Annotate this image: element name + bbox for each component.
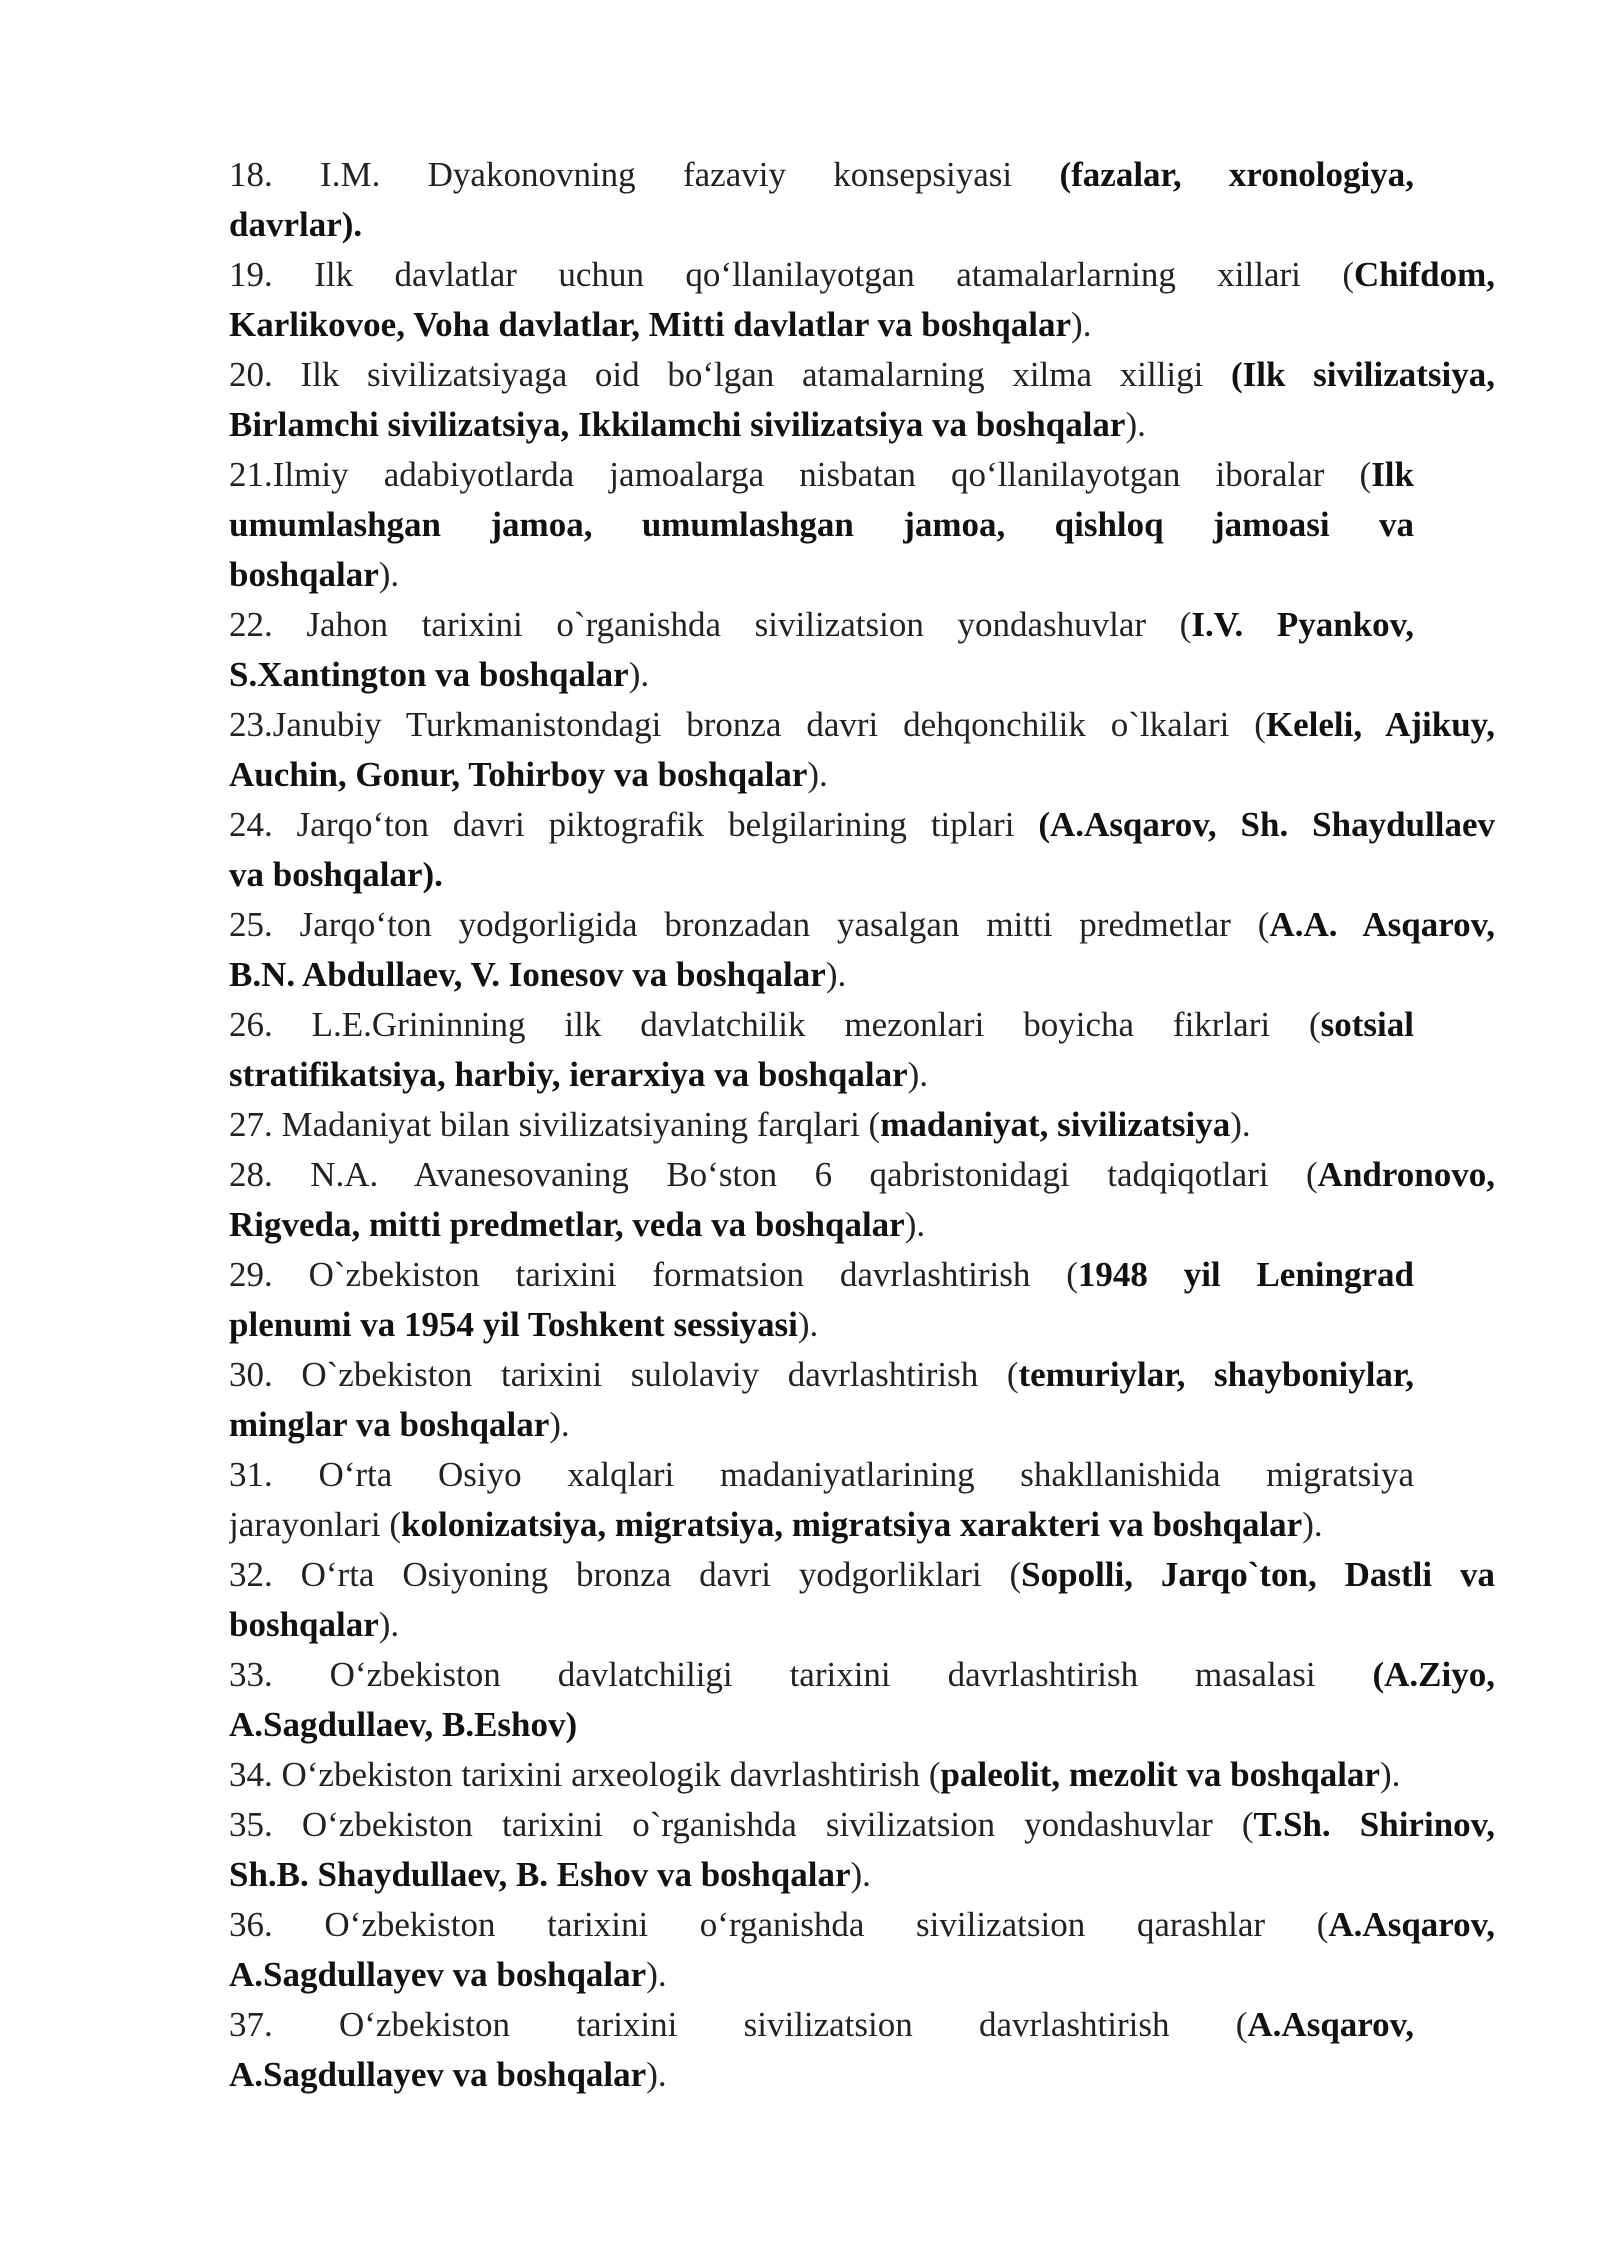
bold-text: (A.Ziyo, [1372, 1655, 1495, 1694]
item-text: 32. O‘rta Osiyoning bronza davri yodgorliklari ( [229, 1555, 1022, 1594]
item-text: 23.Janubiy Turkmanistondagi bronza davri dehqonchilik o`lkalari ( [229, 705, 1266, 744]
list-item-line [229, 200, 1495, 250]
item-text: 20. Ilk sivilizatsiyaga oid bo‘lgan atamalarning xilma xilligi [229, 355, 1232, 394]
bold-text: boshqalar [229, 1605, 379, 1644]
list-item-line [229, 700, 1495, 750]
item-text: ). [825, 955, 847, 994]
bold-text: Sh.B. Shaydullaev, B. Eshov va boshqalar [229, 1855, 851, 1894]
list-item-line [229, 1000, 1414, 1050]
list-item-line [229, 1650, 1495, 1700]
bold-text: madaniyat, sivilizatsiya [880, 1105, 1231, 1144]
bold-text: Keleli, Ajikuy, [1265, 705, 1495, 744]
item-text: 30. O`zbekiston tarixini sulolaviy davrlashtirish ( [229, 1355, 1019, 1394]
list-item-26 [229, 1000, 1495, 1100]
item-text: ). [628, 655, 650, 694]
item-text: 28. N.A. Avanesovaning Bo‘ston 6 qabristonidagi tadqiqotlari ( [229, 1155, 1318, 1194]
list-item-line [229, 850, 1495, 900]
bold-text: paleolit, mezolit va boshqalar [940, 1755, 1380, 1794]
list-item-line [229, 650, 1495, 700]
bold-text: Chifdom, [1354, 255, 1495, 294]
item-text: 29. O`zbekiston tarixini formatsion davrlashtirish ( [229, 1255, 1078, 1294]
list-item-line [229, 900, 1495, 950]
bold-text: A.Asqarov, [1247, 2005, 1414, 2044]
list-item-line [229, 1850, 1495, 1900]
item-text: 35. O‘zbekiston tarixini o`rganishda sivilizatsion yondashuvlar ( [229, 1805, 1254, 1844]
list-item-line [229, 1950, 1495, 2000]
list-item-line [229, 1700, 1495, 1750]
bold-text: plenumi va 1954 yil Toshkent sessiyasi [229, 1305, 798, 1344]
list-item-34 [229, 1750, 1495, 1800]
list-item-line [229, 1150, 1495, 1200]
item-text: ). [1230, 1105, 1251, 1144]
bold-text: boshqalar [229, 555, 379, 594]
bold-text: (fazalar, xronologiya, [1059, 155, 1414, 194]
list-item-27 [229, 1100, 1495, 1150]
bold-text: Birlamchi sivilizatsiya, Ikkilamchi sivilizatsiya va boshqalar [229, 405, 1126, 444]
bold-text: A.Sagdullayev va boshqalar [229, 1955, 647, 1994]
list-item-line [229, 1200, 1495, 1250]
item-text: ). [378, 1605, 400, 1644]
item-text: ). [807, 755, 828, 794]
bold-text: va boshqalar). [229, 855, 443, 894]
list-item-19 [229, 250, 1495, 350]
item-text: 27. Madaniyat bilan sivilizatsiyaning farqlari ( [229, 1105, 881, 1144]
bold-text: T.Sh. Shirinov, [1253, 1805, 1495, 1844]
list-item-37 [229, 2000, 1495, 2100]
bold-text: umumlashgan jamoa, umumlashgan jamoa, qishloq jamoasi va [229, 505, 1414, 544]
bold-text: (Ilk sivilizatsiya, [1231, 355, 1495, 394]
list-item-line [229, 1300, 1495, 1350]
list-item-line [229, 400, 1495, 450]
list-item-line [229, 2000, 1414, 2050]
list-item-29 [229, 1250, 1495, 1350]
item-text: 22. Jahon tarixini o`rganishda sivilizatsion yondashuvlar ( [229, 605, 1192, 644]
list-item-line [229, 1900, 1495, 1950]
item-text: 19. Ilk davlatlar uchun qo‘llanilayotgan atamalarlarning xillari ( [229, 255, 1354, 294]
list-item-line [229, 2050, 1495, 2100]
numbered-list [229, 150, 1495, 2100]
bold-text: stratifikatsiya, harbiy, ierarxiya va boshqalar [229, 1055, 908, 1094]
bold-text: S.Xantington va boshqalar [229, 655, 629, 694]
list-item-line [229, 450, 1414, 500]
bold-text: sotsial [1320, 1005, 1414, 1044]
list-item-32 [229, 1550, 1495, 1650]
item-text: ). [1071, 305, 1092, 344]
item-text: ). [646, 2055, 667, 2094]
bold-text: 1948 yil Leningrad [1077, 1255, 1414, 1294]
bold-text: Rigveda, mitti predmetlar, veda va boshqalar [229, 1205, 905, 1244]
item-text: 21.Ilmiy adabiyotlarda jamoalarga nisbatan qo‘llanilayotgan iboralar ( [229, 455, 1372, 494]
list-item-line [229, 1250, 1414, 1300]
item-text: 34. O‘zbekiston tarixini arxeologik davrlashtirish ( [229, 1755, 941, 1794]
list-item-line [229, 150, 1414, 200]
bold-text: temuriylar, shayboniylar, [1018, 1355, 1414, 1394]
bold-text: davrlar). [229, 205, 363, 244]
item-text: ). [549, 1405, 570, 1444]
item-text: ). [378, 555, 400, 594]
item-text: 25. Jarqo‘ton yodgorligida bronzadan yasalgan mitti predmetlar ( [229, 905, 1270, 944]
bold-text: A.Sagdullayev va boshqalar [229, 2055, 647, 2094]
list-item-line [229, 550, 1495, 600]
list-item-30 [229, 1350, 1495, 1450]
list-item-line [229, 750, 1495, 800]
bold-text: Auchin, Gonur, Tohirboy va boshqalar [229, 755, 808, 794]
item-text: ). [797, 1305, 819, 1344]
bold-text: I.V. Pyankov, [1191, 605, 1414, 644]
list-item-line [229, 250, 1495, 300]
list-item-20 [229, 350, 1495, 450]
item-text: ). [1302, 1505, 1323, 1544]
list-item-line [229, 1400, 1495, 1450]
list-item-25 [229, 900, 1495, 1000]
bold-text: A.Sagdullaev, B.Eshov) [229, 1705, 578, 1744]
list-item-line [229, 1450, 1414, 1500]
list-item-line [229, 300, 1495, 350]
list-item-line [229, 500, 1414, 550]
item-text: jarayonlari ( [229, 1505, 401, 1544]
item-text: ). [850, 1855, 871, 1894]
list-item-line [229, 1500, 1495, 1550]
bold-text: kolonizatsiya, migratsiya, migratsiya xarakteri va boshqalar [401, 1505, 1303, 1544]
item-text: 18. I.M. Dyakonovning fazaviy konsepsiyasi [229, 155, 1060, 194]
bold-text: A.A. Asqarov, [1269, 905, 1495, 944]
item-text: ). [904, 1205, 926, 1244]
bold-text: Karlikovoe, Voha davlatlar, Mitti davlatlar va boshqalar [229, 305, 1072, 344]
list-item-24 [229, 800, 1495, 900]
item-text: 31. O‘rta Osiyo xalqlari madaniyatlarining shakllanishida migratsiya [229, 1455, 1414, 1494]
list-item-line [229, 1750, 1495, 1800]
list-item-line [229, 600, 1414, 650]
list-item-35 [229, 1800, 1495, 1900]
item-text: 33. O‘zbekiston davlatchiligi tarixini davrlashtirish masalasi [229, 1655, 1373, 1694]
list-item-line [229, 1550, 1495, 1600]
list-item-line [229, 1600, 1495, 1650]
list-item-line [229, 1050, 1495, 1100]
bold-text: Ilk [1371, 455, 1414, 494]
bold-text: Andronovo, [1317, 1155, 1495, 1194]
bold-text: (A.Asqarov, Sh. Shaydullaev [1038, 805, 1495, 844]
list-item-line [229, 950, 1495, 1000]
item-text: ). [1125, 405, 1146, 444]
bold-text: A.Asqarov, [1328, 1905, 1495, 1944]
item-text: 26. L.E.Grininning ilk davlatchilik mezonlari boyicha fikrlari ( [229, 1005, 1321, 1044]
bold-text: Sopolli, Jarqo`ton, Dastli va [1021, 1555, 1495, 1594]
bold-text: minglar va boshqalar [229, 1405, 550, 1444]
list-item-22 [229, 600, 1495, 700]
list-item-23 [229, 700, 1495, 800]
item-text: ). [907, 1055, 929, 1094]
list-item-36 [229, 1900, 1495, 2000]
list-item-31 [229, 1450, 1495, 1550]
item-text: ). [646, 1955, 667, 1994]
list-item-line [229, 1100, 1495, 1150]
list-item-21 [229, 450, 1495, 600]
item-text: 37. O‘zbekiston tarixini sivilizatsion davrlashtirish ( [229, 2005, 1248, 2044]
item-text: ). [1379, 1755, 1401, 1794]
item-text: 36. O‘zbekiston tarixini o‘rganishda sivilizatsion qarashlar ( [229, 1905, 1329, 1944]
list-item-18 [229, 150, 1495, 250]
bold-text: B.N. Abdullaev, V. Ionesov va boshqalar [229, 955, 826, 994]
list-item-33 [229, 1650, 1495, 1750]
list-item-28 [229, 1150, 1495, 1250]
list-item-line [229, 1350, 1414, 1400]
item-text: 24. Jarqo‘ton davri piktografik belgilarining tiplari [229, 805, 1039, 844]
list-item-line [229, 800, 1495, 850]
list-item-line [229, 1800, 1495, 1850]
list-item-line [229, 350, 1495, 400]
